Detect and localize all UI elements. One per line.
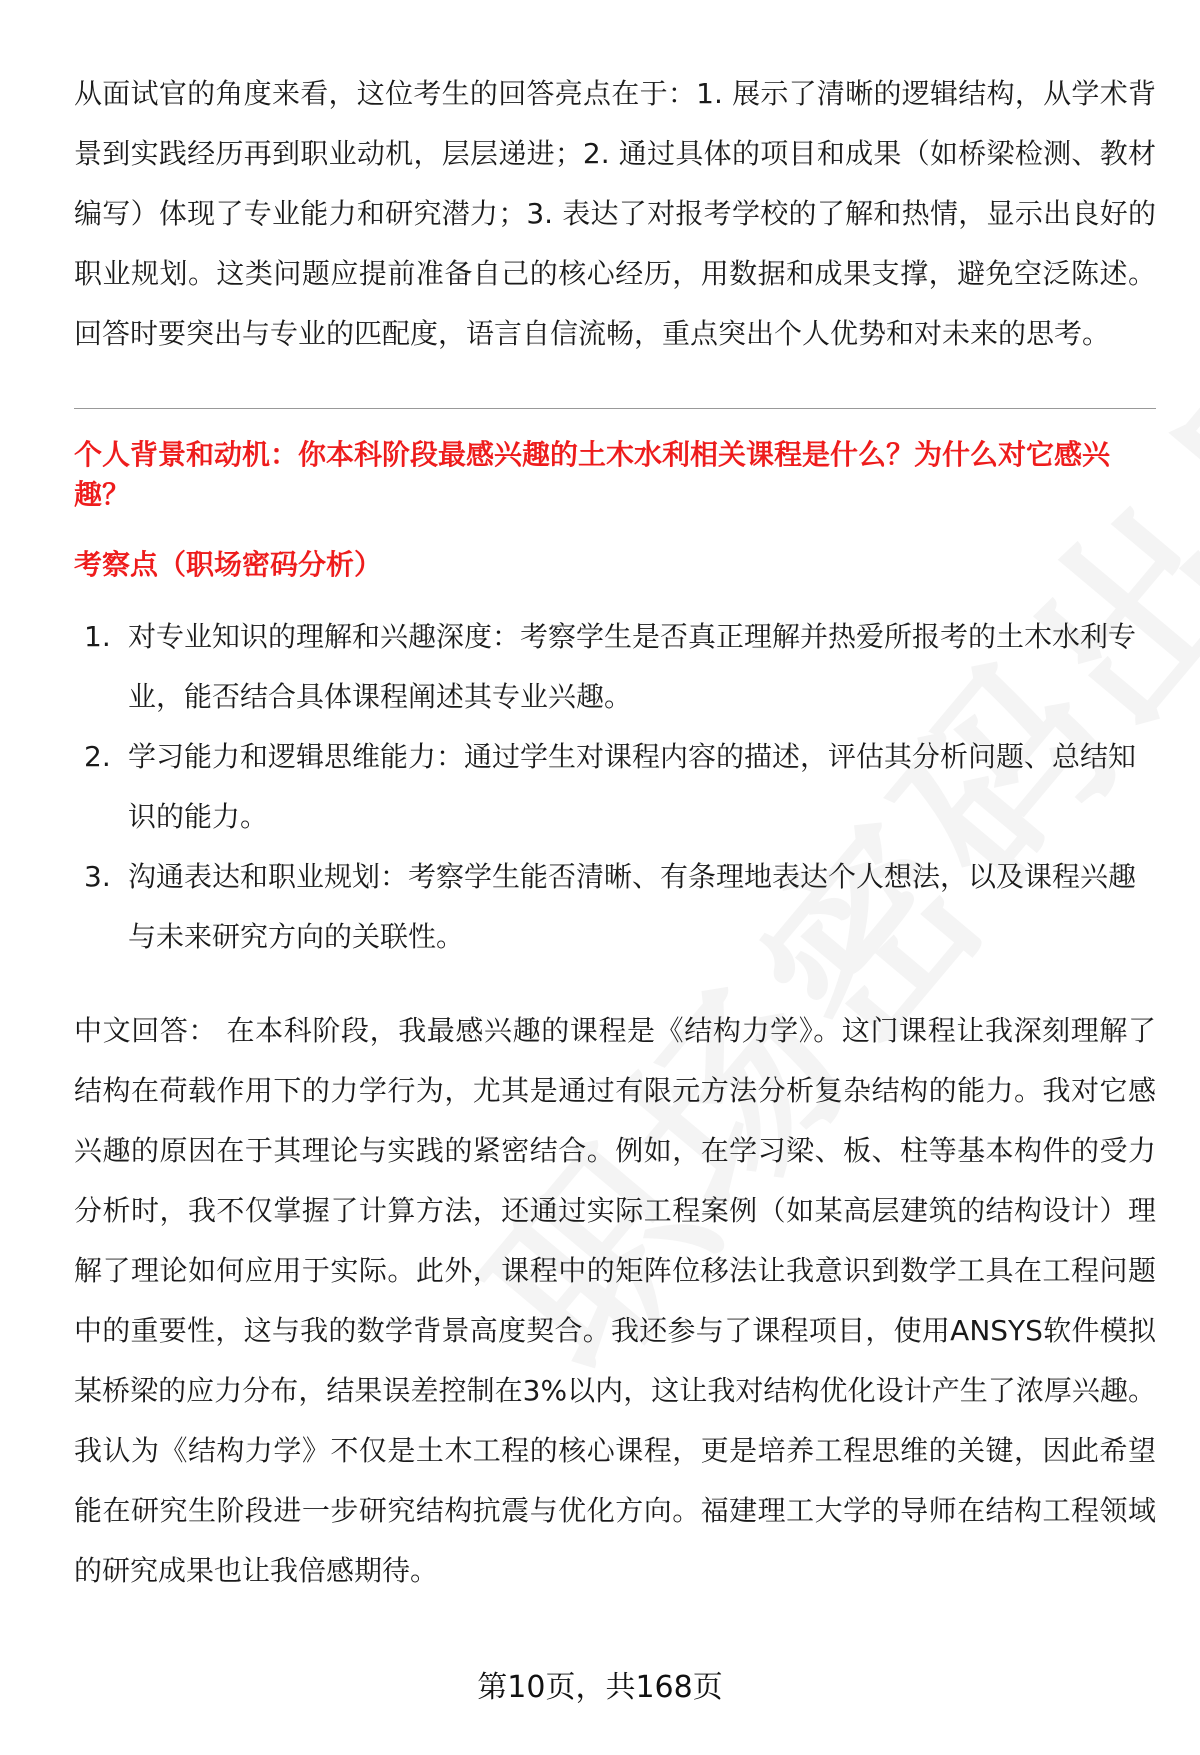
- document-page: [74, 64, 1156, 1601]
- page-footer: 第10页，共168页: [477, 1670, 723, 1705]
- section-title: 考察点（职场密码分析）: [74, 548, 383, 581]
- question-heading: 个人背景和动机：你本科阶段最感兴趣的土木水利相关课程是什么？为什么对它感兴趣？: [74, 438, 1111, 511]
- list-item-text: 学习能力和逻辑思维能力：通过学生对课程内容的描述，评估其分析问题、总结知识的能力。: [128, 740, 1137, 833]
- list-item: [74, 727, 1156, 847]
- list-item: [74, 847, 1156, 967]
- list-item-text: 沟通表达和职业规划：考察学生能否清晰、有条理地表达个人想法，以及课程兴趣与未来研究方向的关联性。: [128, 860, 1137, 953]
- points-list: [74, 607, 1156, 967]
- list-number: 2.: [84, 740, 111, 773]
- section-divider: [74, 408, 1156, 409]
- intro-paragraph: 从面试官的角度来看，这位考生的回答亮点在于：1. 展示了清晰的逻辑结构，从学术背景到实践经历再到职业动机，层层递进；2. 通过具体的项目和成果（如桥梁检测、教材编写）体现了专业能力和研究潜力；3. 表达了对报考学校的了解和热情，显示出良好的职业规划。这类问题应提前准备自己的核心经历，用数据和成果支撑，避免空泛陈述。回答时要突出与专业的匹配度，语言自信流畅，重点突出个人优势和对未来的思考。: [74, 77, 1156, 350]
- list-item: [74, 607, 1156, 727]
- list-number: 1.: [84, 620, 111, 653]
- list-number: 3.: [84, 860, 111, 893]
- list-item-text: 对专业知识的理解和兴趣深度：考察学生是否真正理解并热爱所报考的土木水利专业，能否结合具体课程阐述其专业兴趣。: [128, 620, 1137, 713]
- answer-paragraph: 中文回答： 在本科阶段，我最感兴趣的课程是《结构力学》。这门课程让我深刻理解了结构在荷载作用下的力学行为，尤其是通过有限元方法分析复杂结构的能力。我对它感兴趣的原因在于其理论与实践的紧密结合。例如，在学习梁、板、柱等基本构件的受力分析时，我不仅掌握了计算方法，还通过实际工程案例（如某高层建筑的结构设计）理解了理论如何应用于实际。此外，课程中的矩阵位移法让我意识到数学工具在工程问题中的重要性，这与我的数学背景高度契合。我还参与了课程项目，使用ANSYS软件模拟某桥梁的应力分布，结果误差控制在3%以内，这让我对结构优化设计产生了浓厚兴趣。我认为《结构力学》不仅是土木工程的核心课程，更是培养工程思维的关键，因此希望能在研究生阶段进一步研究结构抗震与优化方向。福建理工大学的导师在结构工程领域的研究成果也让我倍感期待。: [74, 1014, 1156, 1587]
